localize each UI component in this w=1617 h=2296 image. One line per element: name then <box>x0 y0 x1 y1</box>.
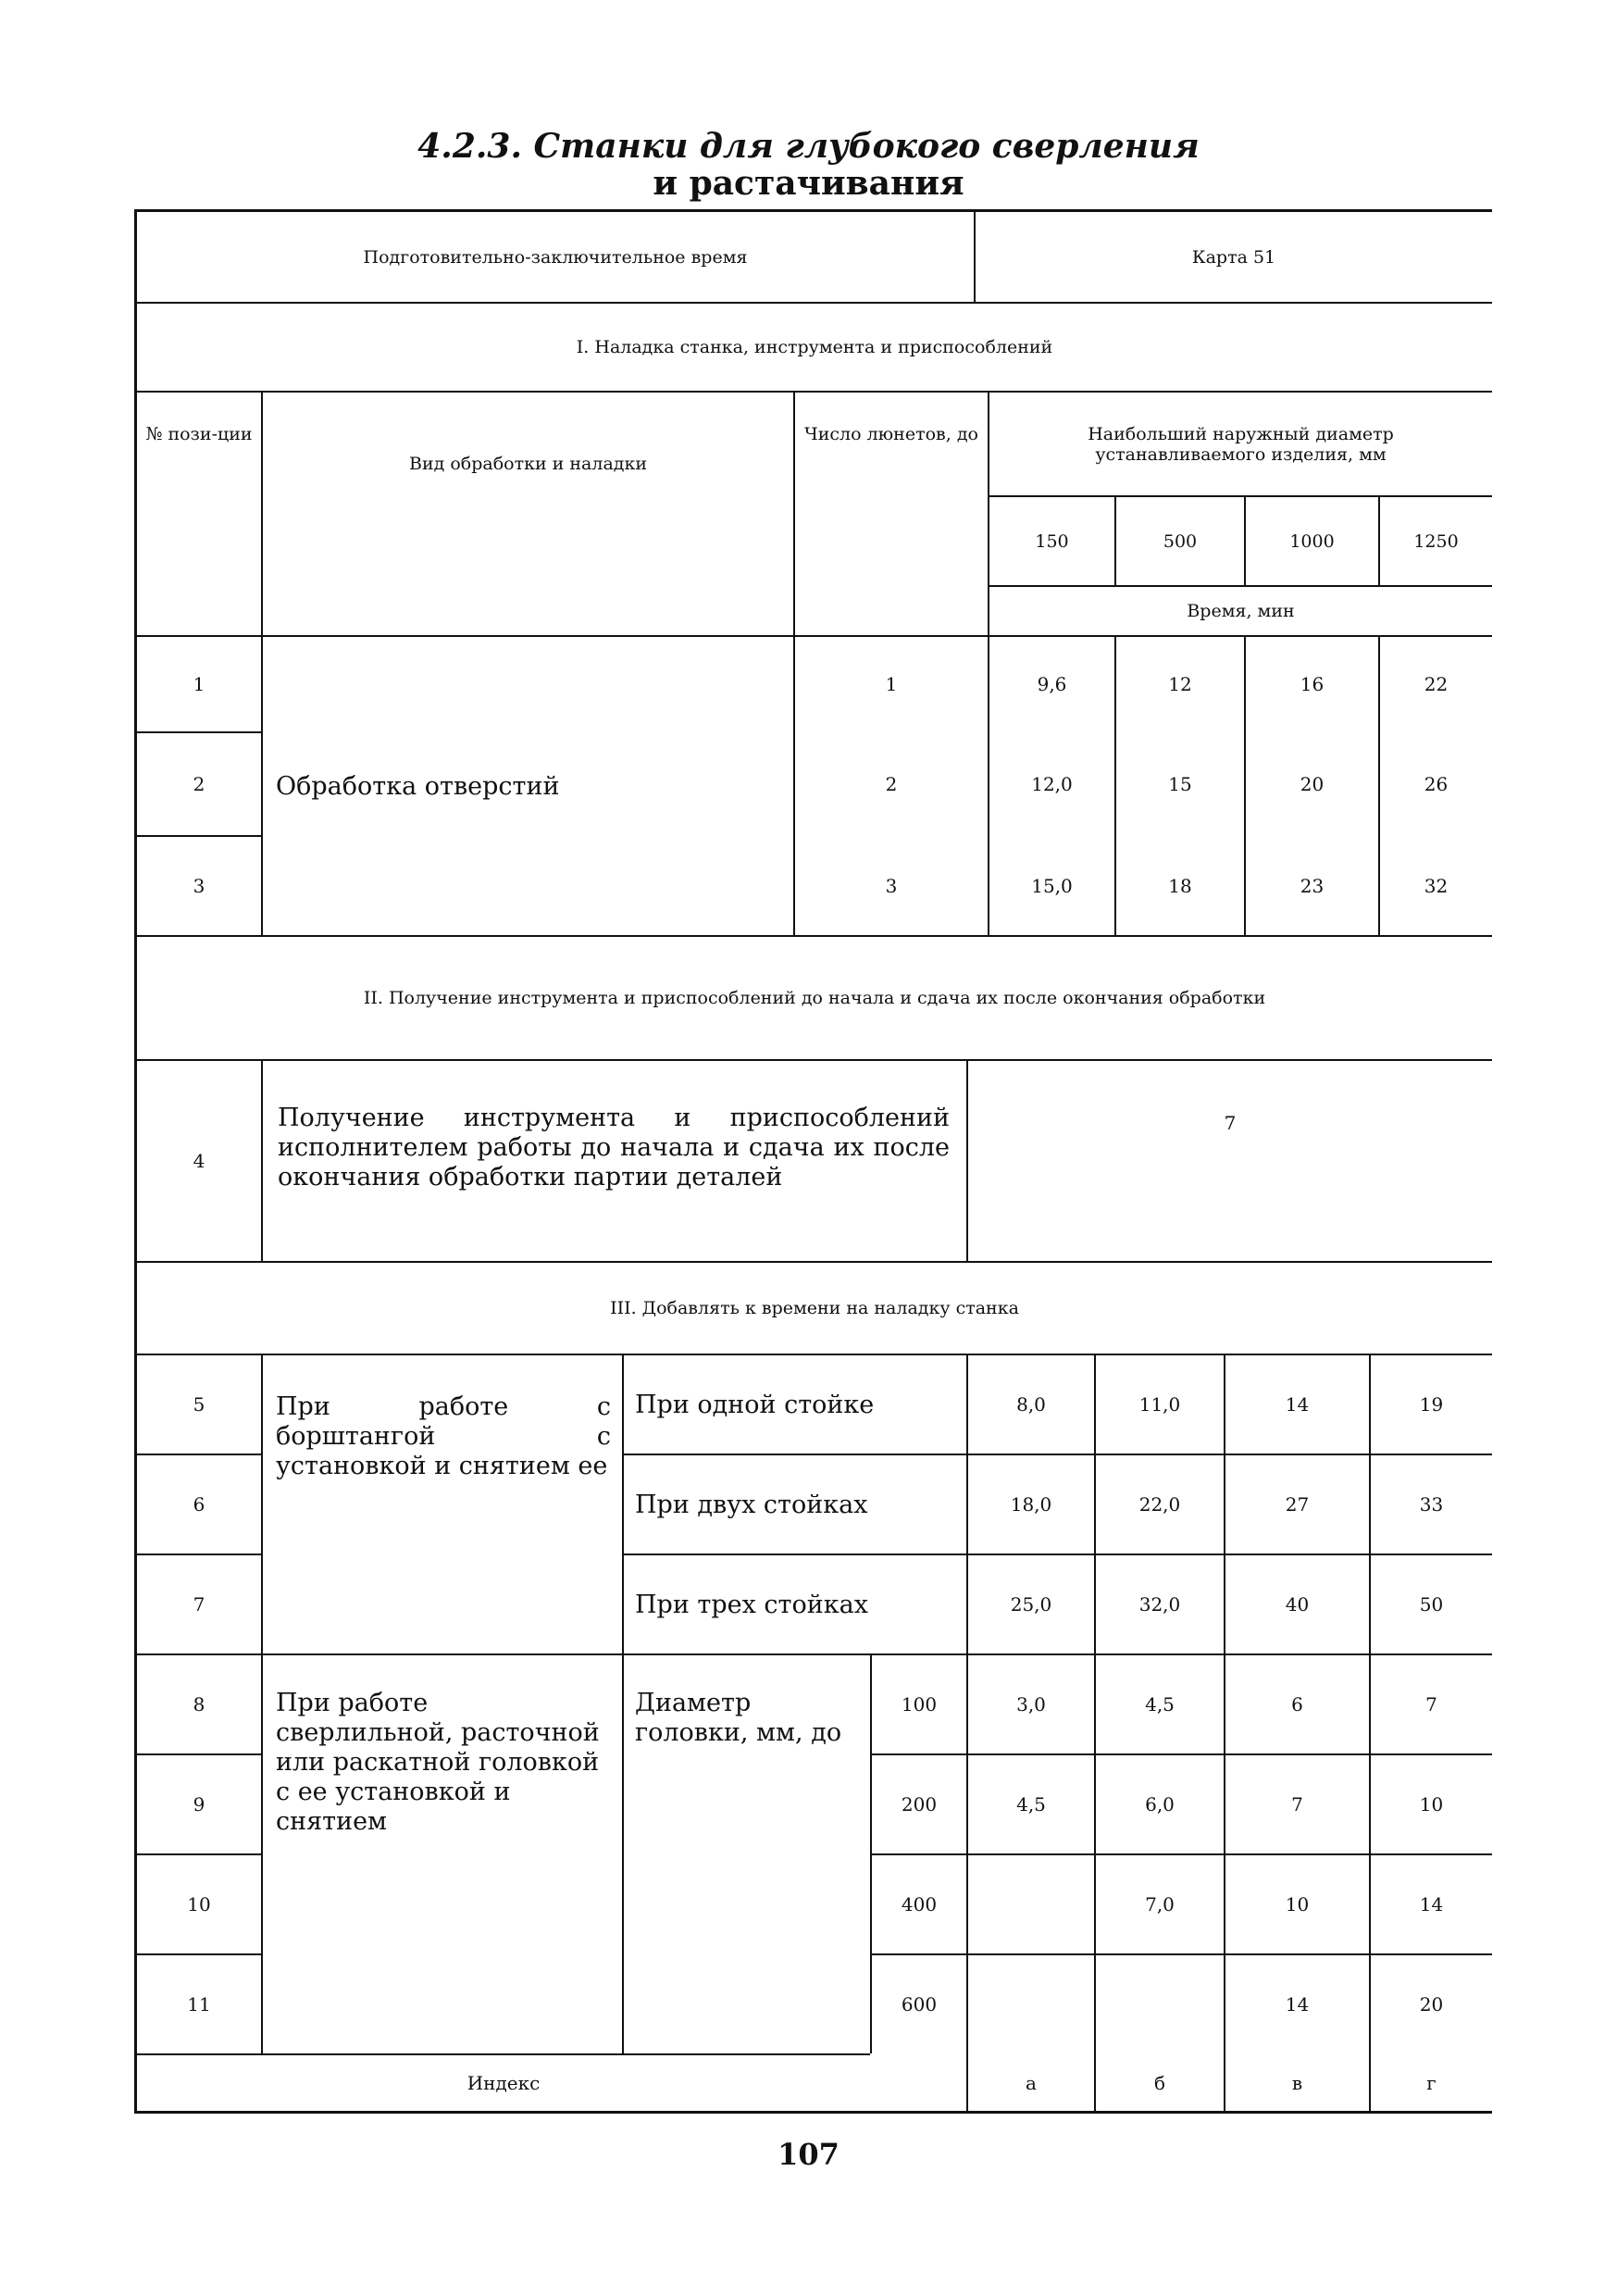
row-11-d1250: 20 <box>1419 1993 1444 2015</box>
row-2-position: 2 <box>193 773 205 795</box>
row-1-position: 1 <box>193 673 205 695</box>
row-4-description <box>263 1061 966 1261</box>
row-11-d150 <box>968 1955 1094 2053</box>
row-5-position: 5 <box>193 1393 205 1416</box>
kind-hole-processing: Обработка отверстий <box>276 771 560 801</box>
row-10-d1250: 14 <box>1419 1893 1444 1915</box>
header-left-cell: Подготовительно-заключительное время <box>363 246 748 268</box>
index-label: Индекс <box>466 2072 541 2094</box>
index-d500: б <box>1153 2072 1166 2094</box>
row-6-d1000: 27 <box>1285 1493 1310 1516</box>
section-3-title: III. Добавлять к времени на наладку станка <box>610 1298 1019 1318</box>
row-8-d1250: 7 <box>1425 1693 1437 1716</box>
col-header-d150: 150 <box>1035 530 1069 552</box>
row-5-d1250: 19 <box>1419 1393 1444 1416</box>
row-3-position: 3 <box>193 875 205 897</box>
row-2-d500: 15 <box>1168 773 1192 795</box>
row-8-head: 100 <box>901 1693 938 1716</box>
row-1-d500: 12 <box>1168 673 1192 695</box>
row-9-d500: 6,0 <box>1145 1793 1175 1816</box>
row-9-head: 200 <box>901 1793 938 1816</box>
row-2-d150: 12,0 <box>1031 773 1073 795</box>
row-6-d150: 18,0 <box>1010 1493 1052 1516</box>
row-3-d500: 18 <box>1168 875 1192 897</box>
row-10-d150 <box>968 1855 1094 1953</box>
row-7-d1000: 40 <box>1285 1593 1310 1616</box>
title-line-2: и растачивания <box>653 164 964 203</box>
row-2-d1000: 20 <box>1300 773 1325 795</box>
row-7-d150: 25,0 <box>1010 1593 1052 1616</box>
index-d150: а <box>1026 2072 1037 2094</box>
row-4-description-text: Получение инструмента и приспособлений исполнителем работы до начала и сдача их после окончания обработки партии деталей <box>278 1104 950 1192</box>
index-d1250: г <box>1426 2072 1437 2094</box>
group-head <box>263 1655 622 2053</box>
row-7-position: 7 <box>193 1593 205 1616</box>
col-header-time: Время, мин <box>1187 601 1295 621</box>
page-number: 107 <box>777 2137 840 2172</box>
row-10-d500: 7,0 <box>1145 1893 1175 1915</box>
row-11-d1000: 14 <box>1285 1993 1310 2015</box>
row-9-d1000: 7 <box>1291 1793 1303 1816</box>
row-6-d500: 22,0 <box>1138 1493 1181 1516</box>
row-11-d500 <box>1096 1955 1224 2053</box>
section-2-title: II. Получение инструмента и приспособлений до начала и сдача их после окончания обработки <box>363 988 1266 1008</box>
row-6-position: 6 <box>193 1493 205 1516</box>
group-borshtanga-text: При работе с борштангой с установкой и снятием ее <box>276 1392 611 1480</box>
rule <box>134 2111 1492 2114</box>
row-10-head: 400 <box>901 1893 938 1915</box>
row-5-condition: При одной стойке <box>635 1390 875 1419</box>
group-borshtanga <box>263 1355 622 1653</box>
row-2-d1250: 26 <box>1424 773 1449 795</box>
head-diameter-cell <box>624 1655 870 2053</box>
row-4-position: 4 <box>193 1150 205 1172</box>
row-7-d500: 32,0 <box>1138 1593 1181 1616</box>
col-header-diameter: Наибольший наружный диаметр устанавливаемого изделия, мм <box>1088 423 1394 465</box>
row-6-d1250: 33 <box>1419 1493 1444 1516</box>
row-7-condition: При трех стойках <box>635 1590 868 1619</box>
row-9-d150: 4,5 <box>1016 1793 1046 1816</box>
col-header-d500: 500 <box>1163 530 1198 552</box>
row-8-position: 8 <box>193 1693 205 1716</box>
col-header-lunettes: Число люнетов, до <box>804 424 978 444</box>
row-3-d150: 15,0 <box>1031 875 1073 897</box>
row-1-d1000: 16 <box>1300 673 1325 695</box>
row-10-d1000: 10 <box>1285 1893 1310 1915</box>
section-1-title: I. Наладка станка, инструмента и приспособлений <box>576 337 1053 357</box>
row-9-d1250: 10 <box>1419 1793 1444 1816</box>
col-header-d1250: 1250 <box>1413 530 1459 552</box>
row-11-position: 11 <box>187 1993 211 2015</box>
row-8-d500: 4,5 <box>1145 1693 1175 1716</box>
title-line-1: 4.2.3. Станки для глубокого сверления <box>417 127 1200 166</box>
group-head-text: При работе сверлильной, расточной или раскатной головкой с ее установкой и снятием <box>276 1689 600 1836</box>
row-10-position: 10 <box>187 1893 211 1915</box>
index-d1000: в <box>1291 2072 1303 2094</box>
row-3-d1000: 23 <box>1300 875 1325 897</box>
row-1-lunettes: 1 <box>885 673 898 695</box>
row-8-d150: 3,0 <box>1016 1693 1046 1716</box>
row-9-position: 9 <box>193 1793 205 1816</box>
row-5-d1000: 14 <box>1285 1393 1310 1416</box>
row-5-d500: 11,0 <box>1138 1393 1181 1416</box>
row-3-d1250: 32 <box>1424 875 1449 897</box>
head-diameter-label: Диаметр головки, мм, до <box>635 1689 842 1747</box>
row-7-d1250: 50 <box>1419 1593 1444 1616</box>
row-3-lunettes: 3 <box>885 875 898 897</box>
row-4-value: 7 <box>1224 1112 1237 1134</box>
col-header-kind: Вид обработки и наладки <box>408 454 648 474</box>
row-6-condition: При двух стойках <box>635 1490 868 1519</box>
row-8-d1000: 6 <box>1291 1693 1303 1716</box>
card-number: Карта 51 <box>1191 246 1276 268</box>
row-1-d150: 9,6 <box>1037 673 1067 695</box>
col-header-position: № пози-ции <box>145 424 253 444</box>
row-1-d1250: 22 <box>1424 673 1449 695</box>
row-5-d150: 8,0 <box>1016 1393 1046 1416</box>
row-11-head: 600 <box>901 1993 938 2015</box>
col-header-d1000: 1000 <box>1289 530 1335 552</box>
row-2-lunettes: 2 <box>885 773 898 795</box>
